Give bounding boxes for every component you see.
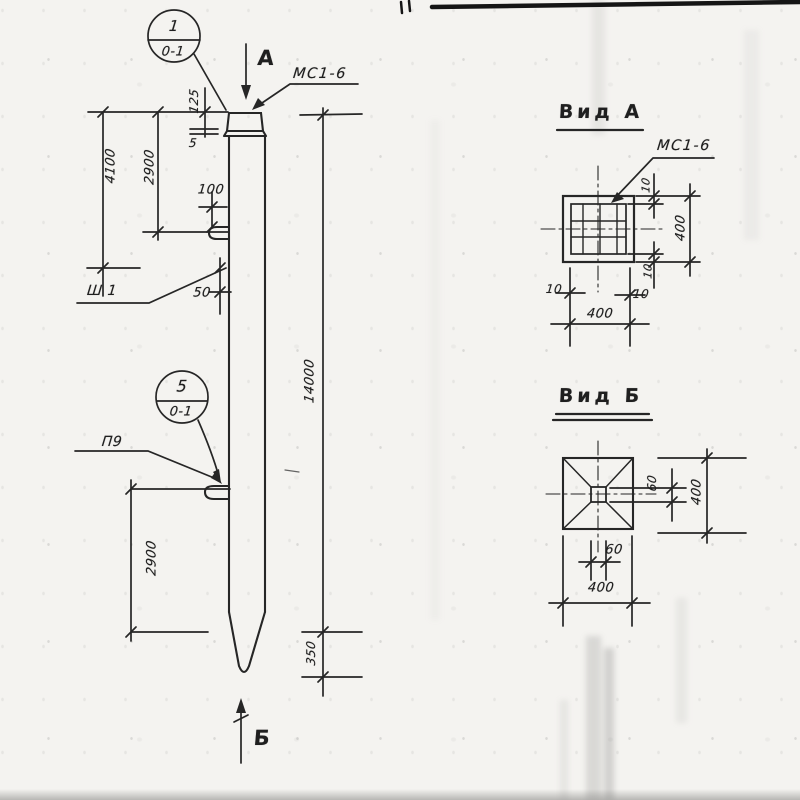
dim-100: 100 — [197, 182, 225, 198]
view-b-linework — [546, 414, 746, 626]
dim-cap-125: 125 — [187, 87, 201, 115]
view-b-title: Вид Б — [558, 385, 644, 407]
vb-dim-60-width: 60 — [604, 542, 624, 558]
dim-350: 350 — [304, 639, 318, 667]
view-a-arrow-label: А — [256, 46, 276, 70]
view-arrow-b — [234, 698, 248, 763]
callout-loop-number: 5 — [175, 376, 189, 396]
view-arrow-a — [241, 44, 251, 100]
loop-lower-label: П9 — [100, 434, 124, 450]
dim-14000: 14000 — [302, 357, 318, 405]
vb-dim-60-side: 60 — [645, 473, 659, 493]
va-dim-10-bottom: 10 — [641, 262, 655, 280]
length-dimensions — [285, 108, 362, 696]
va-dim-400-width: 400 — [586, 306, 614, 322]
dim-50: 50 — [192, 285, 212, 301]
dim-gap-5: 5 — [188, 136, 198, 150]
va-dim-10-left: 10 — [545, 282, 563, 296]
cap-label-leader — [252, 84, 358, 110]
va-dim-10-right: 10 — [632, 287, 650, 301]
view-a-title: Вид А — [558, 101, 644, 123]
va-dim-10-top: 10 — [639, 176, 653, 194]
cap-part-label: МС1-6 — [292, 66, 348, 82]
callout-head-sheet: 0-1 — [160, 44, 186, 60]
va-dim-400-side: 400 — [673, 213, 689, 243]
upper-lifting-loop — [209, 227, 229, 239]
loop-upper-label: Ш 1 — [86, 283, 118, 299]
vb-dim-400-width: 400 — [587, 580, 615, 596]
mesh-label: МС1-6 — [656, 138, 712, 154]
dim-2900-top: 2900 — [142, 148, 158, 186]
callout-loop-sheet: 0-1 — [168, 404, 194, 420]
callout-head-number: 1 — [168, 17, 180, 35]
vb-dim-400-side: 400 — [689, 477, 705, 507]
view-b-arrow-label: Б — [252, 726, 272, 750]
scan-edge-marks — [401, 1, 800, 13]
dim-2900-bottom: 2900 — [144, 539, 160, 577]
dim-4100: 4100 — [103, 147, 119, 185]
callout-loop — [156, 371, 221, 483]
lower-lifting-loop — [205, 486, 229, 499]
loop-lower-leader — [75, 451, 219, 480]
